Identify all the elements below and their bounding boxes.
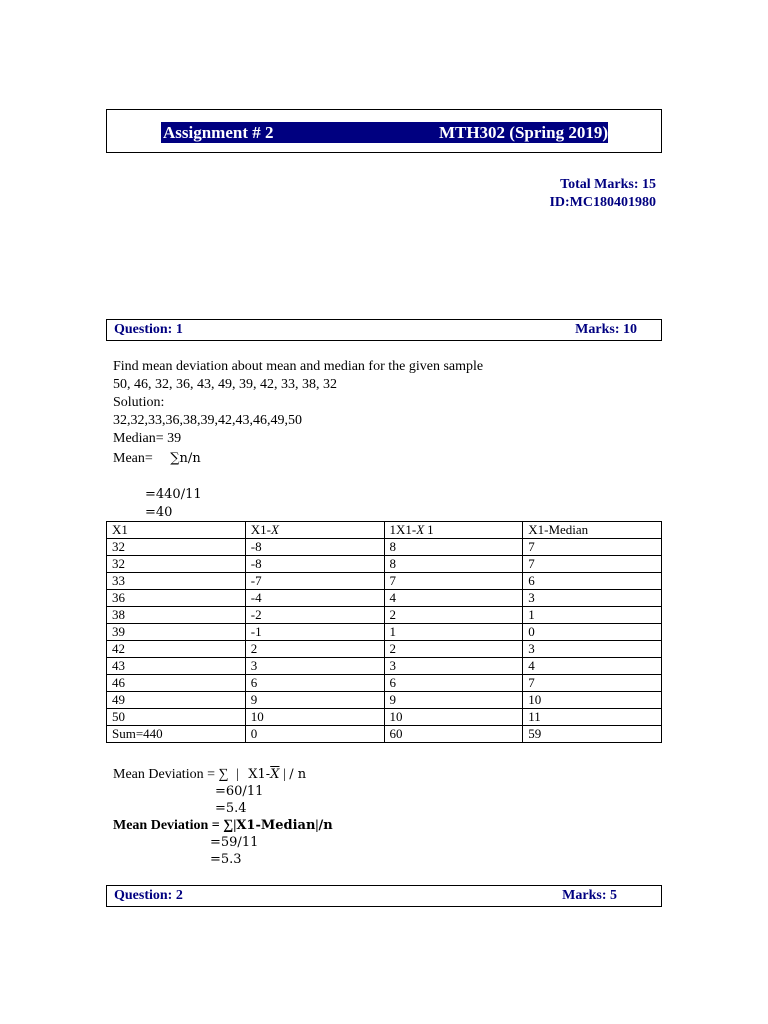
table-cell: 8 xyxy=(384,556,523,573)
table-cell: 33 xyxy=(107,573,246,590)
md-median-step-2: =5.3 xyxy=(210,852,242,867)
header-x1: X1 xyxy=(107,522,246,539)
question-1-marks: Marks: 10 xyxy=(575,322,637,337)
mean-step-1: =440/11 xyxy=(145,487,202,502)
table-cell: 9 xyxy=(384,692,523,709)
table-cell: 2 xyxy=(384,607,523,624)
table-header-row xyxy=(107,522,662,539)
table-cell: 3 xyxy=(523,590,662,607)
table-cell: 1 xyxy=(523,607,662,624)
total-marks: Total Marks: 15 xyxy=(560,177,656,192)
student-id: ID:MC180401980 xyxy=(549,195,656,210)
median-value: Median= 39 xyxy=(113,431,182,446)
table-cell: 4 xyxy=(384,590,523,607)
table-row xyxy=(107,539,662,556)
table-cell: -4 xyxy=(245,590,384,607)
table-cell: 6 xyxy=(384,675,523,692)
assignment-title: Assignment # 2 xyxy=(163,123,274,142)
table-row xyxy=(107,709,662,726)
header-title-bar xyxy=(161,122,608,143)
table-cell: 6 xyxy=(245,675,384,692)
md-mean-line: Mean Deviation = ∑ | $X1-\overline{X}$ | / n xyxy=(113,767,307,782)
xbar-symbol: $\overline{X}$ xyxy=(270,522,279,537)
sample-values: 50, 46, 32, 36, 43, 49, 39, 42, 33, 38, 32 xyxy=(113,377,337,392)
table-cell: 38 xyxy=(107,607,246,624)
question-2-marks: Marks: 5 xyxy=(562,888,617,903)
table-cell: 50 xyxy=(107,709,246,726)
table-cell: 42 xyxy=(107,641,246,658)
md-median-step-1: =59/11 xyxy=(210,835,259,850)
table-cell: 46 xyxy=(107,675,246,692)
table-cell: 32 xyxy=(107,539,246,556)
question-1-label: Question: 1 xyxy=(114,322,183,337)
table-cell: -2 xyxy=(245,607,384,624)
md-median-label: Mean Deviation = ∑ xyxy=(113,818,234,833)
md-mean-expr: X1- xyxy=(248,767,271,782)
table-cell: 9 xyxy=(245,692,384,709)
table-cell: 8 xyxy=(384,539,523,556)
question-2-header xyxy=(106,885,662,907)
table-cell: 1 xyxy=(384,624,523,641)
table-cell: -1 xyxy=(245,624,384,641)
table-cell: 32 xyxy=(107,556,246,573)
table-cell: 39 xyxy=(107,624,246,641)
table-row xyxy=(107,641,662,658)
sorted-values: 32,32,33,36,38,39,42,43,46,49,50 xyxy=(113,413,302,428)
table-row xyxy=(107,573,662,590)
md-median-line: Mean Deviation = ∑|X1-Median|/n xyxy=(113,818,333,833)
header-x1-minus-mean xyxy=(245,522,384,539)
table-cell: 2 xyxy=(384,641,523,658)
question-prompt: Find mean deviation about mean and median for the given sample xyxy=(113,359,484,374)
table-row xyxy=(107,556,662,573)
table-cell: 0 xyxy=(245,726,384,743)
table-cell: 60 xyxy=(384,726,523,743)
xbar-symbol-2: $\overline{X}$ xyxy=(416,522,425,537)
md-mean-xbar: $\overline{X}$ xyxy=(270,767,280,782)
header-abs-suffix: 1 xyxy=(427,522,434,537)
table-cell: 11 xyxy=(523,709,662,726)
assignment-header xyxy=(106,109,662,153)
solution-label: Solution: xyxy=(113,395,165,410)
md-median-tail: /n xyxy=(318,818,333,833)
table-cell: 36 xyxy=(107,590,246,607)
md-median-expr: X1-Median xyxy=(236,818,316,833)
table-row xyxy=(107,658,662,675)
table-cell: 10 xyxy=(523,692,662,709)
table-cell: -7 xyxy=(245,573,384,590)
table-cell: 49 xyxy=(107,692,246,709)
table-cell: 7 xyxy=(523,675,662,692)
table-cell: 43 xyxy=(107,658,246,675)
table-cell: 10 xyxy=(245,709,384,726)
table-cell: 3 xyxy=(245,658,384,675)
course-title: MTH302 (Spring 2019) xyxy=(438,123,608,142)
mean-formula: ∑n/n xyxy=(170,451,201,466)
md-mean-label: Mean Deviation = ∑ xyxy=(113,767,229,782)
table-cell: Sum=440 xyxy=(107,726,246,743)
table-cell: 59 xyxy=(523,726,662,743)
question-2-label: Question: 2 xyxy=(114,888,183,903)
table-cell: 2 xyxy=(245,641,384,658)
table-row xyxy=(107,675,662,692)
table-row xyxy=(107,726,662,743)
header-abs-deviation xyxy=(384,522,523,539)
table-cell: 6 xyxy=(523,573,662,590)
table-cell: 3 xyxy=(523,641,662,658)
table-cell: -8 xyxy=(245,556,384,573)
mean-step-2: =40 xyxy=(145,505,173,520)
mean-label: Mean= xyxy=(113,451,153,466)
table-row xyxy=(107,624,662,641)
table-cell: 7 xyxy=(523,556,662,573)
header-x1-minus-text: X1- xyxy=(250,522,271,537)
table-row xyxy=(107,607,662,624)
deviation-table xyxy=(106,521,662,743)
table-cell: 7 xyxy=(523,539,662,556)
table-cell: 3 xyxy=(384,658,523,675)
question-1-header xyxy=(106,319,662,341)
md-mean-step-1: =60/11 xyxy=(215,784,264,799)
table-row xyxy=(107,692,662,709)
table-cell: 0 xyxy=(523,624,662,641)
md-mean-tail: / n xyxy=(289,767,307,782)
table-cell: 7 xyxy=(384,573,523,590)
header-x1-minus-median: X1-Median xyxy=(523,522,662,539)
table-cell: 10 xyxy=(384,709,523,726)
md-mean-step-2: =5.4 xyxy=(215,801,247,816)
table-cell: 4 xyxy=(523,658,662,675)
table-cell: -8 xyxy=(245,539,384,556)
header-abs-text: 1X1- xyxy=(389,522,417,537)
mean-line xyxy=(113,450,201,468)
table-row xyxy=(107,590,662,607)
